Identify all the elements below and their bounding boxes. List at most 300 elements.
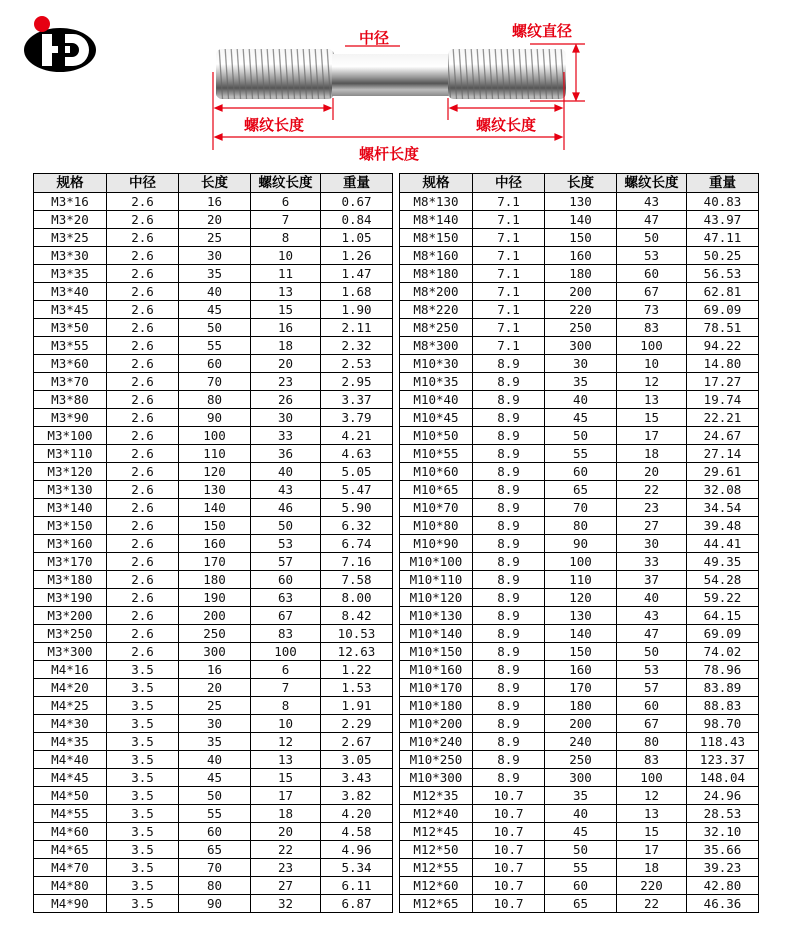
- cell-weight: 1.68: [321, 283, 393, 301]
- cell-spec: M8*300: [400, 337, 473, 355]
- cell-thread-length: 50: [251, 517, 321, 535]
- cell-pitch-diameter: 3.5: [107, 787, 179, 805]
- table-row: [400, 805, 759, 823]
- table-row: [34, 823, 393, 841]
- cell-weight: 54.28: [687, 571, 759, 589]
- table-row: [400, 193, 759, 211]
- cell-weight: 88.83: [687, 697, 759, 715]
- col-header-thread-length: 螺纹长度: [617, 174, 687, 193]
- cell-pitch-diameter: 3.5: [107, 697, 179, 715]
- cell-length: 40: [545, 391, 617, 409]
- cell-length: 100: [545, 553, 617, 571]
- cell-length: 130: [179, 481, 251, 499]
- table-row: [34, 427, 393, 445]
- cell-thread-length: 100: [251, 643, 321, 661]
- cell-thread-length: 67: [251, 607, 321, 625]
- cell-thread-length: 6: [251, 661, 321, 679]
- cell-weight: 3.79: [321, 409, 393, 427]
- cell-pitch-diameter: 10.7: [473, 787, 545, 805]
- cell-pitch-diameter: 2.6: [107, 409, 179, 427]
- cell-thread-length: 32: [251, 895, 321, 913]
- cell-spec: M3*25: [34, 229, 107, 247]
- cell-spec: M3*180: [34, 571, 107, 589]
- cell-weight: 5.34: [321, 859, 393, 877]
- cell-pitch-diameter: 8.9: [473, 517, 545, 535]
- cell-length: 150: [545, 229, 617, 247]
- product-diagram-header: [0, 0, 790, 170]
- cell-thread-length: 27: [617, 517, 687, 535]
- cell-thread-length: 10: [617, 355, 687, 373]
- col-header-thread-length: 螺纹长度: [251, 174, 321, 193]
- cell-length: 160: [545, 661, 617, 679]
- cell-thread-length: 73: [617, 301, 687, 319]
- cell-weight: 1.47: [321, 265, 393, 283]
- spec-table-left: [33, 173, 393, 913]
- cell-weight: 43.97: [687, 211, 759, 229]
- table-row: [34, 643, 393, 661]
- cell-thread-length: 47: [617, 625, 687, 643]
- table-row: [400, 337, 759, 355]
- cell-weight: 7.58: [321, 571, 393, 589]
- table-row: [34, 805, 393, 823]
- cell-length: 200: [179, 607, 251, 625]
- cell-length: 160: [545, 247, 617, 265]
- cell-spec: M3*160: [34, 535, 107, 553]
- col-header-spec: 规格: [400, 174, 473, 193]
- table-row: [34, 859, 393, 877]
- cell-pitch-diameter: 8.9: [473, 697, 545, 715]
- cell-weight: 4.20: [321, 805, 393, 823]
- table-row: [34, 481, 393, 499]
- cell-spec: M8*220: [400, 301, 473, 319]
- cell-length: 300: [545, 769, 617, 787]
- cell-length: 100: [179, 427, 251, 445]
- table-row: [400, 517, 759, 535]
- table-row: [400, 373, 759, 391]
- cell-pitch-diameter: 10.7: [473, 805, 545, 823]
- cell-weight: 12.63: [321, 643, 393, 661]
- cell-length: 150: [545, 643, 617, 661]
- cell-pitch-diameter: 8.9: [473, 661, 545, 679]
- cell-thread-length: 20: [251, 823, 321, 841]
- table-row: [400, 391, 759, 409]
- cell-length: 25: [179, 229, 251, 247]
- cell-pitch-diameter: 2.6: [107, 265, 179, 283]
- cell-spec: M12*35: [400, 787, 473, 805]
- cell-weight: 1.26: [321, 247, 393, 265]
- cell-thread-length: 40: [251, 463, 321, 481]
- cell-weight: 24.67: [687, 427, 759, 445]
- cell-length: 65: [545, 895, 617, 913]
- cell-length: 80: [179, 877, 251, 895]
- cell-spec: M3*300: [34, 643, 107, 661]
- table-row: [34, 553, 393, 571]
- cell-spec: M10*35: [400, 373, 473, 391]
- spec-table-right: [399, 173, 759, 913]
- cell-thread-length: 33: [251, 427, 321, 445]
- table-row: [34, 337, 393, 355]
- cell-length: 55: [545, 859, 617, 877]
- label-rod-length: 螺杆长度: [359, 145, 420, 163]
- cell-spec: M4*50: [34, 787, 107, 805]
- cell-weight: 0.84: [321, 211, 393, 229]
- cell-weight: 44.41: [687, 535, 759, 553]
- cell-thread-length: 43: [617, 607, 687, 625]
- cell-length: 200: [545, 715, 617, 733]
- cell-spec: M3*200: [34, 607, 107, 625]
- table-row: [34, 589, 393, 607]
- cell-pitch-diameter: 3.5: [107, 661, 179, 679]
- cell-thread-length: 47: [617, 211, 687, 229]
- table-row: [34, 391, 393, 409]
- cell-length: 250: [545, 751, 617, 769]
- table-row: [34, 373, 393, 391]
- cell-pitch-diameter: 3.5: [107, 859, 179, 877]
- cell-spec: M3*55: [34, 337, 107, 355]
- table-row: [400, 661, 759, 679]
- cell-length: 180: [179, 571, 251, 589]
- cell-weight: 8.42: [321, 607, 393, 625]
- cell-pitch-diameter: 8.9: [473, 427, 545, 445]
- cell-weight: 2.53: [321, 355, 393, 373]
- cell-spec: M10*100: [400, 553, 473, 571]
- cell-weight: 6.32: [321, 517, 393, 535]
- cell-length: 35: [179, 265, 251, 283]
- cell-length: 160: [179, 535, 251, 553]
- cell-spec: M4*25: [34, 697, 107, 715]
- cell-length: 50: [179, 319, 251, 337]
- cell-spec: M10*200: [400, 715, 473, 733]
- cell-pitch-diameter: 10.7: [473, 823, 545, 841]
- cell-length: 45: [179, 769, 251, 787]
- table-row: [400, 211, 759, 229]
- cell-spec: M3*45: [34, 301, 107, 319]
- cell-length: 50: [545, 427, 617, 445]
- cell-weight: 22.21: [687, 409, 759, 427]
- cell-pitch-diameter: 3.5: [107, 823, 179, 841]
- cell-pitch-diameter: 2.6: [107, 247, 179, 265]
- cell-thread-length: 43: [617, 193, 687, 211]
- cell-length: 55: [179, 805, 251, 823]
- cell-thread-length: 23: [251, 373, 321, 391]
- cell-weight: 4.63: [321, 445, 393, 463]
- cell-thread-length: 16: [251, 319, 321, 337]
- table-row: [400, 733, 759, 751]
- cell-pitch-diameter: 8.9: [473, 625, 545, 643]
- cell-spec: M10*30: [400, 355, 473, 373]
- cell-pitch-diameter: 8.9: [473, 733, 545, 751]
- cell-length: 40: [179, 751, 251, 769]
- table-row: [34, 787, 393, 805]
- table-row: [34, 517, 393, 535]
- cell-weight: 40.83: [687, 193, 759, 211]
- cell-thread-length: 12: [617, 787, 687, 805]
- cell-length: 110: [179, 445, 251, 463]
- cell-weight: 6.74: [321, 535, 393, 553]
- table-row: [34, 319, 393, 337]
- cell-thread-length: 23: [251, 859, 321, 877]
- cell-length: 30: [179, 247, 251, 265]
- cell-weight: 6.87: [321, 895, 393, 913]
- cell-thread-length: 18: [251, 337, 321, 355]
- table-row: [400, 589, 759, 607]
- table-row: [400, 841, 759, 859]
- cell-length: 20: [179, 679, 251, 697]
- cell-weight: 42.80: [687, 877, 759, 895]
- cell-length: 110: [545, 571, 617, 589]
- cell-weight: 5.05: [321, 463, 393, 481]
- label-thread-length-right: 螺纹长度: [476, 116, 537, 134]
- cell-pitch-diameter: 2.6: [107, 481, 179, 499]
- cell-thread-length: 60: [617, 697, 687, 715]
- cell-length: 50: [545, 841, 617, 859]
- cell-spec: M3*250: [34, 625, 107, 643]
- cell-weight: 56.53: [687, 265, 759, 283]
- cell-spec: M8*160: [400, 247, 473, 265]
- table-row: [34, 841, 393, 859]
- cell-thread-length: 43: [251, 481, 321, 499]
- col-header-pitch-diameter: 中径: [107, 174, 179, 193]
- cell-thread-length: 11: [251, 265, 321, 283]
- cell-length: 300: [179, 643, 251, 661]
- table-row: [400, 895, 759, 913]
- cell-weight: 14.80: [687, 355, 759, 373]
- col-header-length: 长度: [545, 174, 617, 193]
- cell-pitch-diameter: 7.1: [473, 265, 545, 283]
- cell-weight: 4.96: [321, 841, 393, 859]
- cell-weight: 7.16: [321, 553, 393, 571]
- cell-length: 30: [179, 715, 251, 733]
- cell-weight: 24.96: [687, 787, 759, 805]
- cell-spec: M4*65: [34, 841, 107, 859]
- cell-pitch-diameter: 2.6: [107, 193, 179, 211]
- cell-weight: 2.32: [321, 337, 393, 355]
- cell-thread-length: 100: [617, 337, 687, 355]
- table-row: [34, 499, 393, 517]
- cell-thread-length: 22: [251, 841, 321, 859]
- cell-thread-length: 30: [251, 409, 321, 427]
- cell-spec: M10*160: [400, 661, 473, 679]
- cell-pitch-diameter: 2.6: [107, 589, 179, 607]
- cell-spec: M12*40: [400, 805, 473, 823]
- cell-pitch-diameter: 7.1: [473, 193, 545, 211]
- cell-weight: 27.14: [687, 445, 759, 463]
- cell-weight: 1.22: [321, 661, 393, 679]
- table-row: [34, 715, 393, 733]
- cell-weight: 118.43: [687, 733, 759, 751]
- cell-length: 80: [179, 391, 251, 409]
- cell-pitch-diameter: 8.9: [473, 373, 545, 391]
- cell-length: 180: [545, 265, 617, 283]
- cell-spec: M3*35: [34, 265, 107, 283]
- col-header-pitch-diameter: 中径: [473, 174, 545, 193]
- cell-thread-length: 83: [251, 625, 321, 643]
- cell-thread-length: 13: [617, 391, 687, 409]
- table-row: [400, 697, 759, 715]
- table-row: [400, 427, 759, 445]
- table-row: [34, 607, 393, 625]
- cell-pitch-diameter: 8.9: [473, 409, 545, 427]
- cell-weight: 83.89: [687, 679, 759, 697]
- cell-thread-length: 15: [617, 409, 687, 427]
- cell-length: 60: [179, 823, 251, 841]
- cell-spec: M4*40: [34, 751, 107, 769]
- cell-spec: M3*70: [34, 373, 107, 391]
- cell-pitch-diameter: 10.7: [473, 895, 545, 913]
- cell-length: 140: [179, 499, 251, 517]
- table-row: [400, 769, 759, 787]
- cell-thread-length: 17: [617, 841, 687, 859]
- cell-thread-length: 46: [251, 499, 321, 517]
- cell-thread-length: 22: [617, 895, 687, 913]
- cell-pitch-diameter: 3.5: [107, 769, 179, 787]
- cell-spec: M10*180: [400, 697, 473, 715]
- cell-length: 16: [179, 661, 251, 679]
- cell-weight: 4.58: [321, 823, 393, 841]
- cell-thread-length: 60: [251, 571, 321, 589]
- cell-length: 190: [179, 589, 251, 607]
- cell-pitch-diameter: 7.1: [473, 283, 545, 301]
- cell-pitch-diameter: 2.6: [107, 625, 179, 643]
- cell-pitch-diameter: 2.6: [107, 283, 179, 301]
- cell-length: 45: [179, 301, 251, 319]
- cell-spec: M10*110: [400, 571, 473, 589]
- cell-weight: 62.81: [687, 283, 759, 301]
- cell-weight: 69.09: [687, 301, 759, 319]
- cell-weight: 2.29: [321, 715, 393, 733]
- cell-weight: 5.90: [321, 499, 393, 517]
- cell-pitch-diameter: 10.7: [473, 859, 545, 877]
- table-row: [34, 769, 393, 787]
- cell-thread-length: 67: [617, 715, 687, 733]
- cell-pitch-diameter: 10.7: [473, 877, 545, 895]
- cell-weight: 32.10: [687, 823, 759, 841]
- table-row: [400, 823, 759, 841]
- cell-pitch-diameter: 8.9: [473, 571, 545, 589]
- table-row: [400, 571, 759, 589]
- cell-thread-length: 50: [617, 229, 687, 247]
- cell-thread-length: 13: [251, 751, 321, 769]
- cell-length: 16: [179, 193, 251, 211]
- cell-thread-length: 83: [617, 751, 687, 769]
- cell-weight: 0.67: [321, 193, 393, 211]
- cell-thread-length: 36: [251, 445, 321, 463]
- cell-spec: M10*90: [400, 535, 473, 553]
- cell-weight: 46.36: [687, 895, 759, 913]
- label-pitch-diameter: 中径: [359, 29, 390, 47]
- table-header-row: [400, 174, 759, 193]
- cell-weight: 19.74: [687, 391, 759, 409]
- cell-spec: M10*240: [400, 733, 473, 751]
- cell-length: 170: [545, 679, 617, 697]
- cell-thread-length: 17: [251, 787, 321, 805]
- cell-pitch-diameter: 8.9: [473, 535, 545, 553]
- cell-length: 80: [545, 517, 617, 535]
- cell-spec: M10*150: [400, 643, 473, 661]
- cell-pitch-diameter: 8.9: [473, 769, 545, 787]
- cell-length: 60: [545, 877, 617, 895]
- cell-pitch-diameter: 8.9: [473, 643, 545, 661]
- cell-weight: 148.04: [687, 769, 759, 787]
- cell-weight: 3.43: [321, 769, 393, 787]
- cell-spec: M8*200: [400, 283, 473, 301]
- cell-spec: M10*55: [400, 445, 473, 463]
- cell-weight: 49.35: [687, 553, 759, 571]
- cell-weight: 94.22: [687, 337, 759, 355]
- cell-weight: 50.25: [687, 247, 759, 265]
- cell-weight: 35.66: [687, 841, 759, 859]
- cell-pitch-diameter: 3.5: [107, 751, 179, 769]
- cell-length: 70: [545, 499, 617, 517]
- table-row: [400, 625, 759, 643]
- cell-spec: M8*180: [400, 265, 473, 283]
- cell-pitch-diameter: 7.1: [473, 301, 545, 319]
- cell-length: 35: [545, 373, 617, 391]
- cell-spec: M4*70: [34, 859, 107, 877]
- cell-pitch-diameter: 7.1: [473, 211, 545, 229]
- table-row: [34, 229, 393, 247]
- cell-spec: M12*50: [400, 841, 473, 859]
- cell-weight: 8.00: [321, 589, 393, 607]
- cell-thread-length: 15: [617, 823, 687, 841]
- cell-spec: M10*65: [400, 481, 473, 499]
- cell-pitch-diameter: 3.5: [107, 715, 179, 733]
- cell-length: 40: [179, 283, 251, 301]
- cell-spec: M4*45: [34, 769, 107, 787]
- label-thread-length-left: 螺纹长度: [244, 116, 305, 134]
- cell-pitch-diameter: 2.6: [107, 571, 179, 589]
- cell-thread-length: 63: [251, 589, 321, 607]
- cell-thread-length: 40: [617, 589, 687, 607]
- cell-length: 250: [545, 319, 617, 337]
- cell-weight: 6.11: [321, 877, 393, 895]
- table-row: [400, 463, 759, 481]
- cell-weight: 29.61: [687, 463, 759, 481]
- cell-weight: 5.47: [321, 481, 393, 499]
- cell-spec: M3*150: [34, 517, 107, 535]
- cell-length: 60: [179, 355, 251, 373]
- cell-weight: 17.27: [687, 373, 759, 391]
- cell-pitch-diameter: 8.9: [473, 715, 545, 733]
- cell-thread-length: 8: [251, 697, 321, 715]
- cell-weight: 78.96: [687, 661, 759, 679]
- cell-thread-length: 15: [251, 769, 321, 787]
- cell-length: 70: [179, 859, 251, 877]
- cell-thread-length: 53: [617, 661, 687, 679]
- cell-pitch-diameter: 8.9: [473, 589, 545, 607]
- cell-length: 45: [545, 823, 617, 841]
- cell-pitch-diameter: 8.9: [473, 391, 545, 409]
- cell-length: 140: [545, 211, 617, 229]
- cell-length: 40: [545, 805, 617, 823]
- cell-pitch-diameter: 2.6: [107, 229, 179, 247]
- cell-spec: M8*150: [400, 229, 473, 247]
- cell-thread-length: 80: [617, 733, 687, 751]
- cell-pitch-diameter: 2.6: [107, 535, 179, 553]
- table-row: [400, 715, 759, 733]
- cell-spec: M12*65: [400, 895, 473, 913]
- table-row: [34, 409, 393, 427]
- cell-length: 65: [179, 841, 251, 859]
- cell-spec: M3*110: [34, 445, 107, 463]
- table-row: [34, 301, 393, 319]
- cell-thread-length: 10: [251, 715, 321, 733]
- cell-thread-length: 18: [617, 445, 687, 463]
- cell-spec: M3*190: [34, 589, 107, 607]
- table-row: [34, 571, 393, 589]
- cell-spec: M3*16: [34, 193, 107, 211]
- table-row: [34, 445, 393, 463]
